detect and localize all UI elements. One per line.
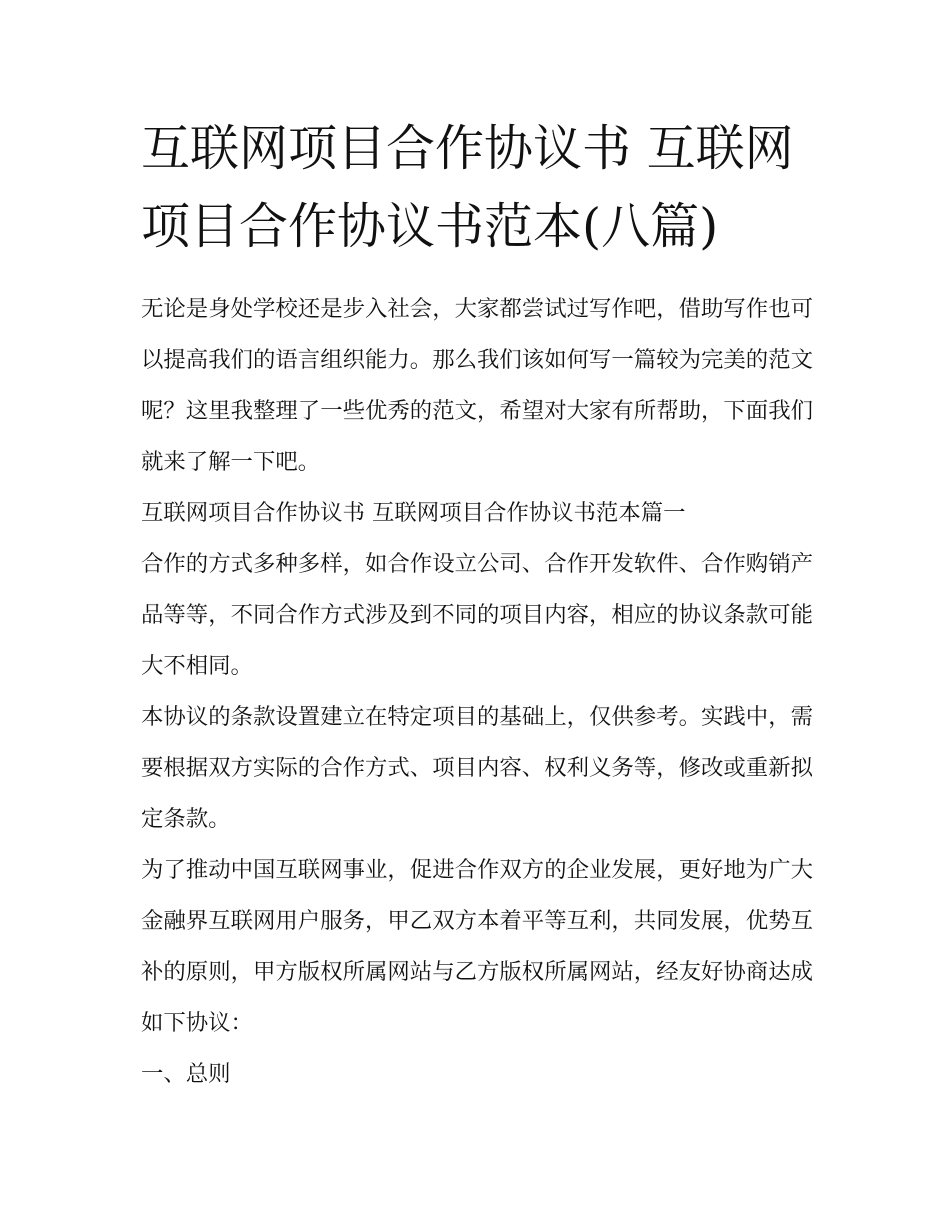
section-heading-part-one: 互联网项目合作协议书 互联网项目合作协议书范本篇一	[141, 500, 686, 526]
paragraph-cooperation-methods: 合作的方式多种多样，如合作设立公司、合作开发软件、合作购销产品等等，不同合作方式涉及到不同的项目内容，相应的协议条款可能大不相同。	[141, 551, 813, 679]
intro-paragraph: 无论是身处学校还是步入社会，大家都尝试过写作吧，借助写作也可以提高我们的语言组织能力。那么我们该如何写一篇较为完美的范文呢？这里我整理了一些优秀的范文，希望对大家有所帮助，下面我们就来了解一下吧。	[141, 296, 813, 475]
document-page	[141, 110, 813, 1100]
paragraph-purpose: 为了推动中国互联网事业，促进合作双方的企业发展，更好地为广大金融界互联网用户服务，甲乙双方本着平等互利，共同发展，优势互补的原则，甲方版权所属网站与乙方版权所属网站，经友好协商达成如下协议：	[141, 857, 813, 1036]
section-heading-general: 一、总则	[141, 1061, 231, 1087]
paragraph-terms-note: 本协议的条款设置建立在特定项目的基础上，仅供参考。实践中，需要根据双方实际的合作方式、项目内容、权利义务等，修改或重新拟定条款。	[141, 704, 813, 832]
document-title: 互联网项目合作协议书 互联网项目合作协议书范本(八篇)	[141, 120, 794, 255]
